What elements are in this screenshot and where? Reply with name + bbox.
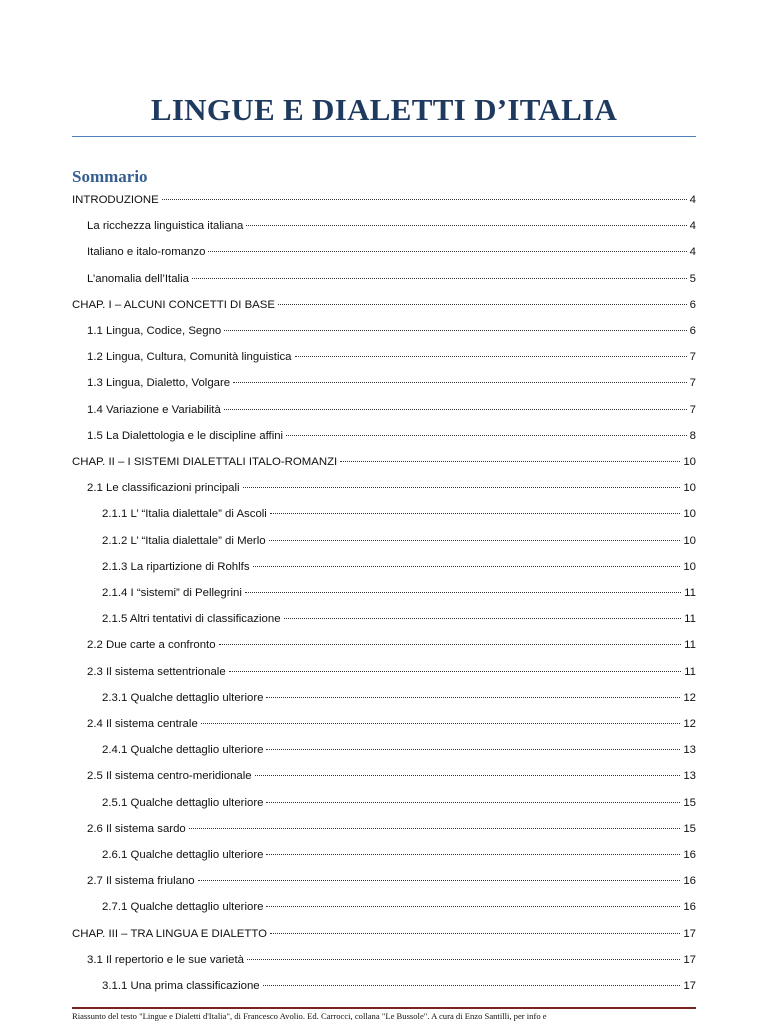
toc-entry[interactable] [72,454,696,472]
toc-entry[interactable] [72,297,696,315]
toc-entry-page: 10 [683,560,696,573]
toc-dot-leader [233,382,687,383]
toc-dot-leader [162,199,687,200]
toc-entry-page: 13 [683,744,696,757]
toc-entry-page: 5 [689,272,696,285]
toc-entry-label: Italiano e italo-romanzo [87,246,206,259]
toc-entry-label: CHAP. I – ALCUNI CONCETTI DI BASE [72,298,275,311]
toc-dot-leader [270,933,680,934]
toc-dot-leader [266,802,680,803]
toc-entry[interactable] [102,795,696,813]
toc-entry[interactable] [87,402,696,420]
toc-entry-page: 7 [689,351,696,364]
toc-dot-leader [224,409,687,410]
toc-entry-page: 12 [683,691,696,704]
toc-dot-leader [286,435,687,436]
toc-entry-page: 7 [689,403,696,416]
toc-entry[interactable] [72,192,696,210]
toc-entry[interactable] [102,742,696,760]
toc-entry-label: 1.3 Lingua, Dialetto, Volgare [87,377,231,390]
toc-entry-label: 2.2 Due carte a confronto [87,639,216,652]
toc-entry[interactable] [102,899,696,917]
toc-entry[interactable] [87,768,696,786]
toc-dot-leader [266,749,680,750]
toc-entry-label: La ricchezza linguistica italiana [87,220,244,233]
toc-entry-label: 2.5.1 Qualche dettaglio ulteriore [102,796,264,809]
footer-note: Riassunto del testo "Lingue e Dialetti d'Italia", di Francesco Avolio. Ed. Carrocci, collana "Le Bussole". A cura di Enzo Santilli, per info e [72,1011,547,1021]
toc-entry[interactable] [87,375,696,393]
toc-entry-label: INTRODUZIONE [72,194,159,206]
toc-dot-leader [270,513,680,514]
toc-entry-page: 4 [689,246,696,259]
toc-entry-page: 15 [683,822,696,835]
toc-entry[interactable] [72,926,696,944]
toc-entry-page: 7 [689,377,696,390]
toc-entry-label: 1.2 Lingua, Cultura, Comunità linguistica [87,351,292,364]
toc-entry-label: 2.7.1 Qualche dettaglio ulteriore [102,901,264,914]
table-of-contents [0,187,768,1013]
toc-entry[interactable] [102,978,696,996]
toc-entry-page: 6 [689,325,696,337]
toc-dot-leader [266,906,680,907]
toc-dot-leader [201,723,681,724]
footer-divider [72,1007,696,1009]
toc-entry-label: 3.1.1 Una prima classificazione [102,980,260,992]
toc-dot-leader [340,461,680,462]
toc-dot-leader [224,330,686,331]
toc-entry-page: 17 [683,980,696,992]
toc-entry-label: 2.1.3 La ripartizione di Rohlfs [102,560,250,573]
toc-entry-label: 2.3.1 Qualche dettaglio ulteriore [102,691,264,704]
toc-entry-page: 16 [683,901,696,914]
toc-entry[interactable] [87,952,696,970]
document-title: LINGUE E DIALETTI D’ITALIA [150,92,618,127]
toc-entry-label: 1.5 La Dialettologia e le discipline affini [87,429,284,442]
toc-entry-page: 12 [683,718,696,730]
toc-entry-page: 10 [683,482,696,495]
toc-entry[interactable] [87,480,696,498]
toc-entry[interactable] [87,271,696,289]
toc-entry-page: 17 [683,927,696,940]
toc-entry[interactable] [87,716,696,734]
toc-entry[interactable] [87,821,696,839]
toc-dot-leader [266,697,680,698]
toc-entry-page: 6 [689,298,696,311]
toc-entry[interactable] [102,847,696,865]
toc-entry-label: 2.1.1 L’ “Italia dialettale” di Ascoli [102,508,267,521]
toc-entry[interactable] [102,690,696,708]
toc-entry-page: 13 [683,770,696,783]
toc-entry-page: 10 [683,456,696,468]
toc-dot-leader [243,487,681,488]
toc-dot-leader [246,225,686,226]
toc-entry[interactable] [87,323,696,341]
summary-heading: Sommario [72,167,148,186]
toc-entry[interactable] [87,637,696,655]
toc-entry[interactable] [87,218,696,236]
toc-dot-leader [219,644,682,645]
toc-entry-label: 2.4 Il sistema centrale [87,718,198,730]
toc-entry-page: 16 [683,849,696,861]
toc-dot-leader [263,985,681,986]
toc-dot-leader [198,880,681,881]
toc-dot-leader [266,854,680,855]
toc-entry-page: 10 [683,508,696,521]
toc-entry[interactable] [87,349,696,367]
toc-entry-page: 15 [683,796,696,809]
toc-entry-page: 8 [689,429,696,442]
toc-entry-page: 11 [684,665,696,678]
toc-entry[interactable] [87,873,696,891]
toc-entry-label: 2.1.4 I “sistemi” di Pellegrini [102,587,242,599]
toc-dot-leader [295,356,687,357]
toc-dot-leader [284,618,682,619]
toc-dot-leader [247,959,680,960]
toc-entry[interactable] [102,533,696,551]
toc-entry-page: 11 [684,639,696,652]
toc-dot-leader [189,828,681,829]
toc-entry-page: 4 [689,220,696,233]
toc-entry[interactable] [102,506,696,524]
toc-entry-label: L’anomalia dell’Italia [87,272,189,285]
toc-dot-leader [229,671,682,672]
toc-entry-label: 2.6.1 Qualche dettaglio ulteriore [102,849,264,861]
toc-entry-label: CHAP. III – TRA LINGUA E DIALETTO [72,927,267,940]
toc-entry[interactable] [87,428,696,446]
toc-dot-leader [255,775,681,776]
toc-entry-label: 1.1 Lingua, Codice, Segno [87,325,222,337]
toc-dot-leader [192,278,687,279]
toc-entry-label: 2.4.1 Qualche dettaglio ulteriore [102,744,264,757]
toc-dot-leader [278,304,687,305]
toc-entry-label: 2.1.5 Altri tentativi di classificazione [102,613,281,626]
toc-entry-label: 2.3 Il sistema settentrionale [87,665,226,678]
toc-entry-label: 2.1 Le classificazioni principali [87,482,240,495]
toc-dot-leader [269,540,681,541]
toc-entry[interactable] [87,244,696,262]
toc-dot-leader [208,251,686,252]
toc-entry-page: 17 [683,953,696,966]
title-underline [72,136,696,137]
toc-entry-page: 11 [684,613,696,626]
toc-entry-label: CHAP. II – I SISTEMI DIALETTALI ITALO-ROMANZI [72,456,338,468]
toc-entry-label: 2.6 Il sistema sardo [87,822,186,835]
toc-dot-leader [245,592,681,593]
toc-entry-label: 2.1.2 L’ “Italia dialettale” di Merlo [102,534,266,547]
toc-entry[interactable] [102,611,696,629]
toc-entry-label: 3.1 Il repertorio e le sue varietà [87,953,245,966]
toc-entry-label: 2.5 Il sistema centro-meridionale [87,770,252,783]
toc-entry[interactable] [87,664,696,682]
toc-entry-page: 16 [683,875,696,888]
toc-entry-page: 10 [683,534,696,547]
toc-entry-page: 4 [689,194,696,206]
toc-dot-leader [253,566,681,567]
toc-entry[interactable] [102,585,696,603]
toc-entry[interactable] [102,559,696,577]
toc-entry-label: 1.4 Variazione e Variabilità [87,403,221,416]
toc-entry-page: 11 [684,587,696,599]
toc-entry-label: 2.7 Il sistema friulano [87,875,195,888]
